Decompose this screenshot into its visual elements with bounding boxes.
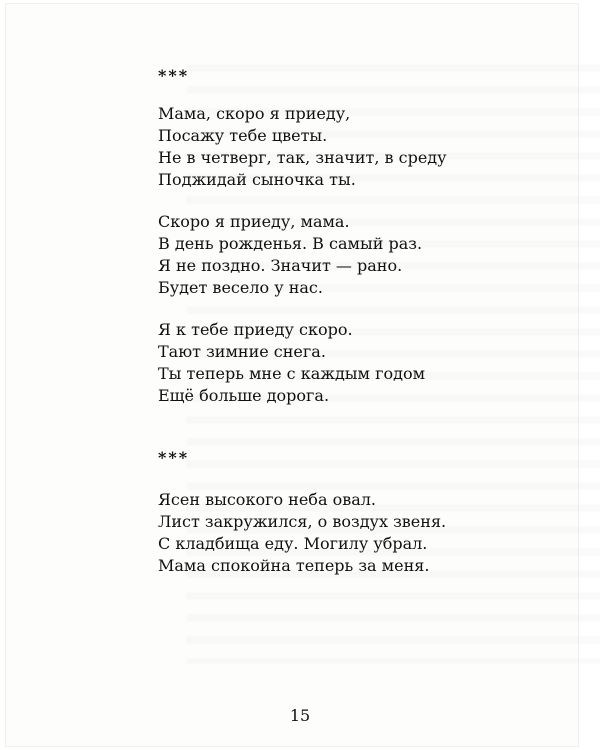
poem-line: Лист закружился, о воздух звеня. xyxy=(158,512,447,531)
poem-line: Не в четверг, так, значит, в среду xyxy=(158,148,447,167)
poem-line: Я к тебе приеду скоро. xyxy=(158,320,353,339)
stanza xyxy=(158,211,558,299)
poems xyxy=(158,65,558,577)
stanza xyxy=(158,319,558,407)
page-number: 15 xyxy=(289,706,311,725)
poem-line: Тают зимние снега. xyxy=(158,342,326,361)
poem-line: В день рожденья. В самый раз. xyxy=(158,234,423,253)
poem-line: Ещё больше дорога. xyxy=(158,386,330,405)
poem-line: Я не поздно. Значит — рано. xyxy=(158,256,403,275)
poem-line: Поджидай сыночка ты. xyxy=(158,170,356,189)
poem-line: Будет весело у нас. xyxy=(158,278,323,297)
poem-line: Ясен высокого неба овал. xyxy=(158,490,376,509)
poem-separator: *** xyxy=(158,66,190,85)
stanza xyxy=(158,489,558,577)
poem-line: Мама, скоро я приеду, xyxy=(158,104,351,123)
poem-line: Посажу тебе цветы. xyxy=(158,126,328,145)
poem-line: С кладбища еду. Могилу убрал. xyxy=(158,534,428,553)
poem-line: Скоро я приеду, мама. xyxy=(158,212,350,231)
stanza xyxy=(158,103,558,191)
poem-line: Мама спокойна теперь за меня. xyxy=(158,556,430,575)
poem-separator: *** xyxy=(158,448,190,467)
poem-line: Ты теперь мне с каждым годом xyxy=(158,364,426,383)
